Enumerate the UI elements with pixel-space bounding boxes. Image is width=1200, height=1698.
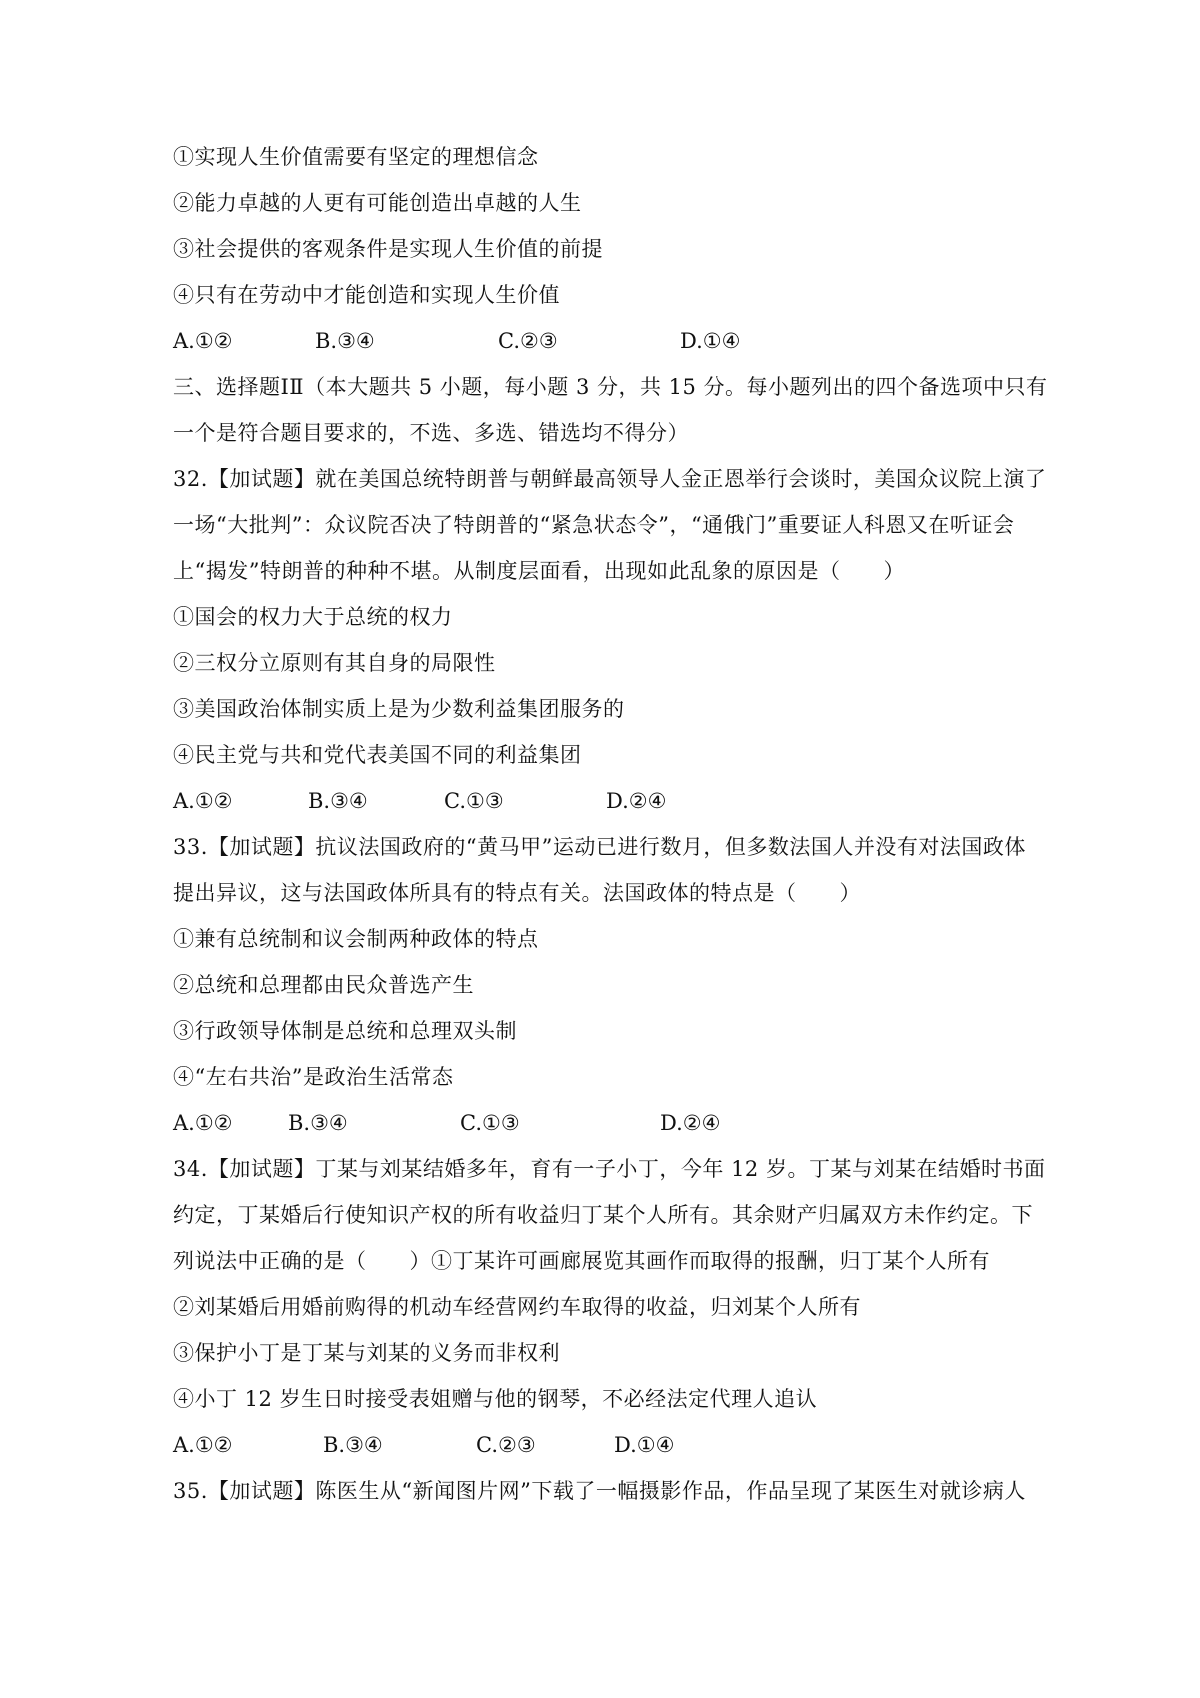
q33-item-2: ②总统和总理都由民众普选产生 [173, 973, 474, 997]
q32-stem-line-2: 一场“大批判”：众议院否决了特朗普的“紧急状态令”，“通俄门”重要证人科恩又在听证会 [173, 513, 1015, 537]
q31-option-b: B.③④ [315, 329, 375, 353]
q31-item-3: ③社会提供的客观条件是实现人生价值的前提 [173, 237, 603, 261]
q31-item-4: ④只有在劳动中才能创造和实现人生价值 [173, 283, 560, 307]
q32-item-3: ③美国政治体制实质上是为少数利益集团服务的 [173, 697, 625, 721]
q33-option-c: C.①③ [460, 1111, 520, 1135]
q34-stem-line-2: 约定，丁某婚后行使知识产权的所有收益归丁某个人所有。其余财产归属双方未作约定。下 [173, 1203, 1033, 1227]
q34-item-2: ②刘某婚后用婚前购得的机动车经营网约车取得的收益，归刘某个人所有 [173, 1295, 861, 1319]
q33-item-4: ④“左右共治”是政治生活常态 [173, 1065, 454, 1089]
q31-option-c: C.②③ [498, 329, 558, 353]
q34-option-d: D.①④ [614, 1433, 675, 1457]
q33-options [173, 1109, 1073, 1137]
q32-item-4: ④民主党与共和党代表美国不同的利益集团 [173, 743, 582, 767]
q34-item-4: ④小丁 12 岁生日时接受表姐赠与他的钢琴，不必经法定代理人追认 [173, 1387, 818, 1411]
q31-options [173, 327, 1073, 355]
section-heading-line-1: 三、选择题ⅠⅡ（本大题共 5 小题，每小题 3 分，共 15 分。每小题列出的四个备选项中只有 [173, 375, 1048, 399]
q33-option-b: B.③④ [288, 1111, 348, 1135]
q32-options [173, 787, 1073, 815]
q32-item-1: ①国会的权力大于总统的权力 [173, 605, 453, 629]
q32-option-d: D.②④ [606, 789, 667, 813]
q33-item-3: ③行政领导体制是总统和总理双头制 [173, 1019, 517, 1043]
q31-item-1: ①实现人生价值需要有坚定的理想信念 [173, 145, 539, 169]
q32-stem-line-1: 32.【加试题】就在美国总统特朗普与朝鲜最高领导人金正恩举行会谈时，美国众议院上演了 [173, 467, 1047, 491]
q31-option-a: A.①② [173, 329, 233, 353]
q32-stem-line-3: 上“揭发”特朗普的种种不堪。从制度层面看，出现如此乱象的原因是（ ） [173, 559, 905, 583]
q33-item-1: ①兼有总统制和议会制两种政体的特点 [173, 927, 539, 951]
q33-stem-line-1: 33.【加试题】抗议法国政府的“黄马甲”运动已进行数月，但多数法国人并没有对法国政体 [173, 835, 1026, 859]
q31-item-2: ②能力卓越的人更有可能创造出卓越的人生 [173, 191, 582, 215]
q31-option-d: D.①④ [680, 329, 741, 353]
q34-item-3: ③保护小丁是丁某与刘某的义务而非权利 [173, 1341, 560, 1365]
q34-stem-line-3: 列说法中正确的是（ ）①丁某许可画廊展览其画作而取得的报酬，归丁某个人所有 [173, 1249, 990, 1273]
q33-stem-line-2: 提出异议，这与法国政体所具有的特点有关。法国政体的特点是（ ） [173, 881, 861, 905]
q35-stem-line-1: 35.【加试题】陈医生从“新闻图片网”下载了一幅摄影作品，作品呈现了某医生对就诊病人 [173, 1479, 1026, 1503]
q34-option-b: B.③④ [323, 1433, 383, 1457]
q34-option-a: A.①② [173, 1433, 233, 1457]
q34-options [173, 1431, 1073, 1459]
q34-stem-line-1: 34.【加试题】丁某与刘某结婚多年，育有一子小丁，今年 12 岁。丁某与刘某在结婚时书面 [173, 1157, 1046, 1181]
q34-option-c: C.②③ [476, 1433, 536, 1457]
q32-option-a: A.①② [173, 789, 233, 813]
q32-option-c: C.①③ [444, 789, 504, 813]
section-heading-line-2: 一个是符合题目要求的，不选、多选、错选均不得分） [173, 421, 689, 445]
q32-item-2: ②三权分立原则有其自身的局限性 [173, 651, 496, 675]
q33-option-d: D.②④ [660, 1111, 721, 1135]
q33-option-a: A.①② [173, 1111, 233, 1135]
q32-option-b: B.③④ [308, 789, 368, 813]
